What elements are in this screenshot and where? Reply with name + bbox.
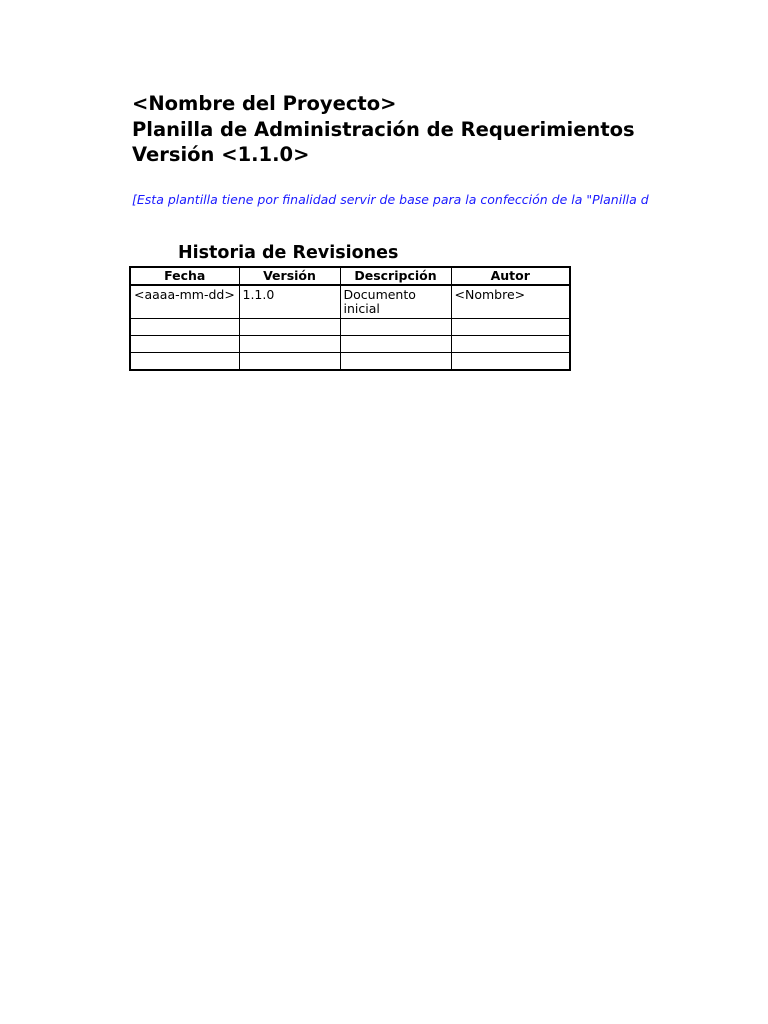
project-name-title: <Nombre del Proyecto> — [132, 92, 397, 115]
cell-version: 1.1.0 — [239, 285, 340, 319]
cell-fecha — [130, 319, 239, 336]
column-header-fecha: Fecha — [130, 267, 239, 285]
table-row — [130, 336, 570, 353]
revision-history-heading: Historia de Revisiones — [178, 243, 399, 263]
table-row — [130, 319, 570, 336]
cell-autor — [451, 353, 570, 371]
table-row — [130, 353, 570, 371]
cell-autor — [451, 336, 570, 353]
cell-descripcion: Documento inicial — [340, 285, 451, 319]
revision-history-table — [129, 266, 571, 371]
cell-version — [239, 353, 340, 371]
document-title-block — [132, 91, 692, 168]
cell-autor — [451, 319, 570, 336]
table-header-row — [130, 267, 570, 285]
cell-fecha — [130, 353, 239, 371]
version-title: Versión <1.1.0> — [132, 143, 310, 166]
cell-version — [239, 319, 340, 336]
cell-descripcion — [340, 353, 451, 371]
template-note-container — [132, 189, 650, 209]
column-header-autor: Autor — [451, 267, 570, 285]
cell-descripcion — [340, 319, 451, 336]
cell-autor: <Nombre> — [451, 285, 570, 319]
cell-version — [239, 336, 340, 353]
cell-fecha: <aaaa-mm-dd> — [130, 285, 239, 319]
column-header-version: Versión — [239, 267, 340, 285]
table-row — [130, 285, 570, 319]
cell-descripcion — [340, 336, 451, 353]
cell-fecha — [130, 336, 239, 353]
template-purpose-note: [Esta plantilla tiene por finalidad servir de base para la confección de la "Planilla d — [132, 192, 649, 207]
column-header-descripcion: Descripción — [340, 267, 451, 285]
template-title: Planilla de Administración de Requerimientos — [132, 117, 635, 141]
